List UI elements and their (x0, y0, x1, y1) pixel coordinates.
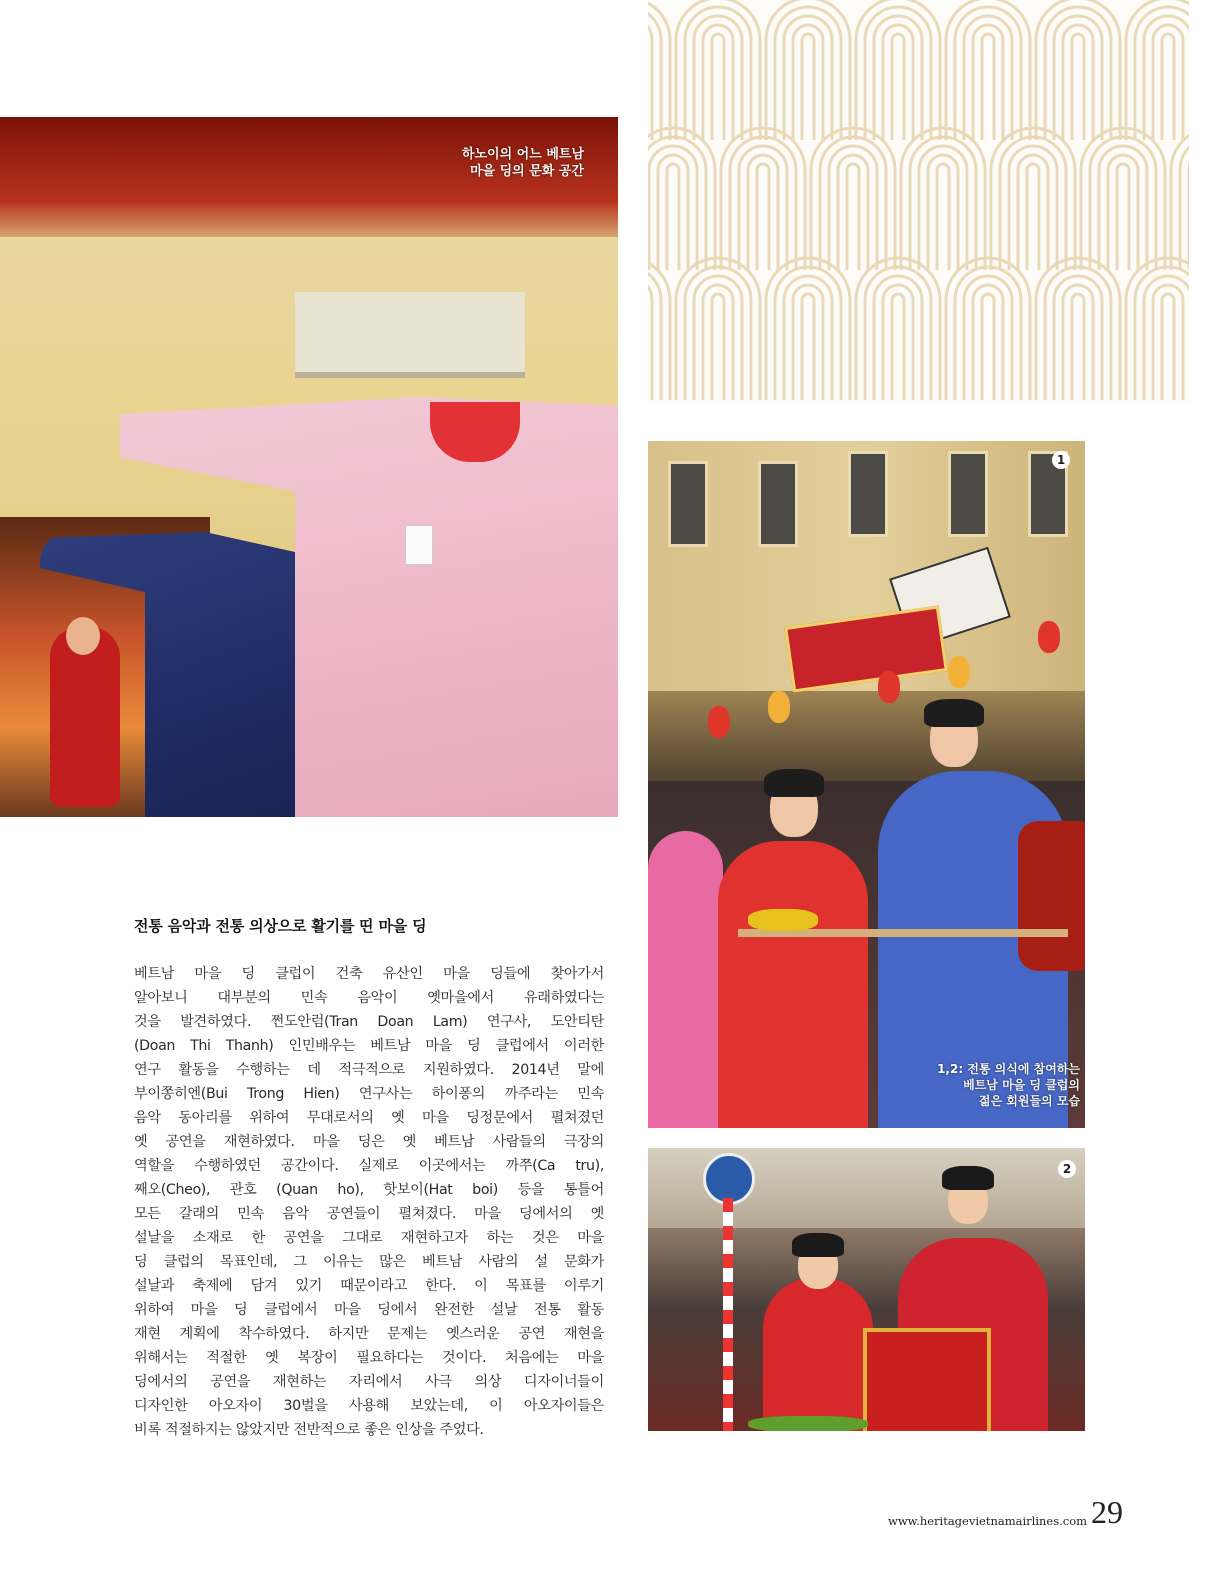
photo-red-banner (863, 1328, 991, 1431)
arch-stroke (1036, 258, 1120, 400)
photo-air-conditioner (295, 292, 525, 378)
arch-stroke (883, 285, 913, 400)
caption-line: 하노이의 어느 베트남 (461, 147, 584, 162)
footer-website-url: www.heritagevietnamairlines.com (888, 1514, 1088, 1528)
article-line: 연구 활동을 수행하는 데 적극적으로 지원하였다. 2014년 말에 (134, 1062, 604, 1078)
arch-stroke (1162, 294, 1174, 400)
article-body (134, 962, 604, 1442)
article-line: 위해서는 적절한 옛 복장이 필요하다는 것이다. 처음에는 마을 (134, 1350, 604, 1366)
arch-stroke (973, 25, 1003, 140)
arch-stroke (766, 258, 850, 400)
caption-line: 1,2: 전통 의식에 참여하는 (937, 1062, 1080, 1076)
arch-stroke (712, 34, 724, 140)
photo-window (848, 451, 888, 537)
arch-stroke (847, 164, 859, 270)
arch-stroke (676, 0, 760, 140)
arch-stroke (892, 294, 904, 400)
photo-red-ao-dai-girl (763, 1278, 873, 1431)
arch-stroke (1018, 155, 1048, 270)
article-line: 딩 클럽의 목표인데, 그 이유는 많은 베트남 사람의 설 문화가 (134, 1254, 604, 1270)
arch-stroke (766, 0, 850, 140)
photo-hat (792, 1233, 844, 1257)
arch-stroke (658, 155, 688, 270)
arch-stroke (1153, 285, 1183, 400)
arch-stroke (1072, 294, 1084, 400)
arch-stroke (757, 164, 769, 270)
arch-stroke (1063, 285, 1093, 400)
arch-stroke (973, 285, 1003, 400)
article-heading: 전통 음악과 전통 의상으로 활기를 띤 마을 딩 (134, 917, 427, 935)
arch-stroke (1036, 0, 1120, 140)
article-line: 알아보니 대부분의 민속 음악이 옛마을에서 유래하였다는 (134, 990, 604, 1006)
article-line: 딩에서의 공연을 재현하는 자리에서 사극 의상 디자이너들이 (134, 1374, 604, 1390)
main-photo-caption (462, 146, 584, 180)
arch-stroke (703, 285, 733, 400)
arch-stroke (793, 25, 823, 140)
arch-stroke (1117, 164, 1129, 270)
arch-stroke (648, 16, 652, 140)
article-line: 째오(Cheo), 관호 (Quan ho), 핫보이(Hat boi) 등을 통틀어 (134, 1182, 604, 1198)
photo-window (758, 461, 798, 547)
photo-hat (942, 1166, 994, 1190)
article-line: 베트남 마을 딩 클럽이 건축 유산인 마을 딩들에 찾아가서 (134, 966, 604, 982)
arch-stroke (838, 155, 868, 270)
arch-stroke (811, 128, 895, 270)
arch-stroke (982, 34, 994, 140)
arch-stroke (883, 25, 913, 140)
article-line: 설날과 축제에 담겨 있기 때문이라고 한다. 이 목표를 이루기 (134, 1278, 604, 1294)
arch-pattern-svg (648, 0, 1189, 403)
article-line: 재현 계획에 착수하였다. 하지만 문제는 옛스러운 공연 재현을 (134, 1326, 604, 1342)
photo-window (948, 451, 988, 537)
photo-lantern (878, 671, 900, 703)
arch-stroke (892, 34, 904, 140)
arch-stroke (856, 258, 940, 400)
photo-drum (1018, 821, 1085, 971)
arch-stroke (802, 294, 814, 400)
arch-stroke (676, 258, 760, 400)
article-line: 역할을 수행하였던 공간이다. 실제로 이곳에서는 까쭈(Ca tru), (134, 1158, 604, 1174)
arch-stroke (648, 276, 652, 400)
arch-stroke (991, 128, 1075, 270)
photo-street-procession (648, 441, 1085, 1128)
photo-sign-post (723, 1198, 733, 1431)
photo-procession-banner (648, 1148, 1085, 1431)
caption-line: 젊은 회원들의 모습 (978, 1094, 1080, 1108)
arch-stroke (1153, 25, 1183, 140)
arch-stroke (946, 258, 1030, 400)
page-number: 29 (1091, 1494, 1123, 1530)
photo-2-number-badge: 2 (1058, 1160, 1076, 1178)
photo-lantern (948, 656, 970, 688)
photo-window (668, 461, 708, 547)
caption-line: 마을 딩의 문화 공간 (469, 164, 584, 179)
arch-stroke (856, 0, 940, 140)
photo-hat (764, 769, 824, 797)
photo-lantern (768, 691, 790, 723)
arch-stroke (1072, 34, 1084, 140)
article-line: 설날을 소재로 한 공연을 그대로 재현하고자 하는 것은 마을 (134, 1230, 604, 1246)
photo-1-caption (937, 1061, 1080, 1109)
arch-stroke (982, 294, 994, 400)
photo-lantern (1038, 621, 1060, 653)
photo-ao-dai-display (0, 117, 618, 817)
arch-stroke (1063, 25, 1093, 140)
photo-red-ao-dai-girl (718, 841, 868, 1128)
arch-stroke (937, 164, 949, 270)
arch-stroke (901, 128, 985, 270)
arch-stroke (748, 155, 778, 270)
arch-stroke (1081, 128, 1165, 270)
photo-person-head (66, 617, 100, 655)
arch-stroke (1108, 155, 1138, 270)
caption-line: 베트남 마을 딩 클럽의 (963, 1078, 1080, 1092)
article-line: 모든 갈래의 민속 음악 공연들이 펼쳐졌다. 마을 딩에서의 옛 (134, 1206, 604, 1222)
arch-stroke (712, 294, 724, 400)
article-line: 것을 발견하였다. 쩐도안럼(Tran Doan Lam) 연구사, 도안티탄 (134, 1014, 604, 1030)
article-line: 음악 동아리를 위하여 무대로서의 옛 마을 딩정문에서 펼쳐졌던 (134, 1110, 604, 1126)
photo-lantern (708, 706, 730, 738)
arch-stroke (1027, 164, 1039, 270)
article-line: 비록 적절하지는 않았지만 전반적으로 좋은 인상을 주었다. (134, 1422, 484, 1438)
arch-stroke (721, 128, 805, 270)
article-line: 디자인한 아오자이 30벌을 사용해 보았는데, 이 아오자이들은 (134, 1398, 604, 1414)
photo-1-number-badge: 1 (1052, 451, 1070, 469)
arch-stroke (802, 34, 814, 140)
photo-offering-tray (748, 1416, 868, 1431)
photo-flower-tray (748, 909, 818, 931)
article-line: 위하여 마을 딩 클럽에서 마을 딩에서 완전한 설날 전통 활동 (134, 1302, 604, 1318)
arch-stroke (793, 285, 823, 400)
arch-stroke (1162, 34, 1174, 140)
decorative-arch-pattern (648, 0, 1189, 403)
arch-stroke (928, 155, 958, 270)
photo-garment-tag (405, 525, 433, 565)
photo-pink-ao-dai-girl (648, 831, 723, 1128)
arch-stroke (667, 164, 679, 270)
article-line: 옛 공연을 재현하였다. 마을 딩은 옛 베트남 사람들의 극장의 (134, 1134, 604, 1150)
article-line: 부이쫑히엔(Bui Trong Hien) 연구사는 하이퐁의 까주라는 민속 (134, 1086, 604, 1102)
arch-stroke (703, 25, 733, 140)
photo-hat (924, 699, 984, 727)
article-line: (Doan Thi Thanh) 인민배우는 베트남 마을 딩 클럽에서 이러한 (134, 1038, 604, 1054)
arch-stroke (946, 0, 1030, 140)
